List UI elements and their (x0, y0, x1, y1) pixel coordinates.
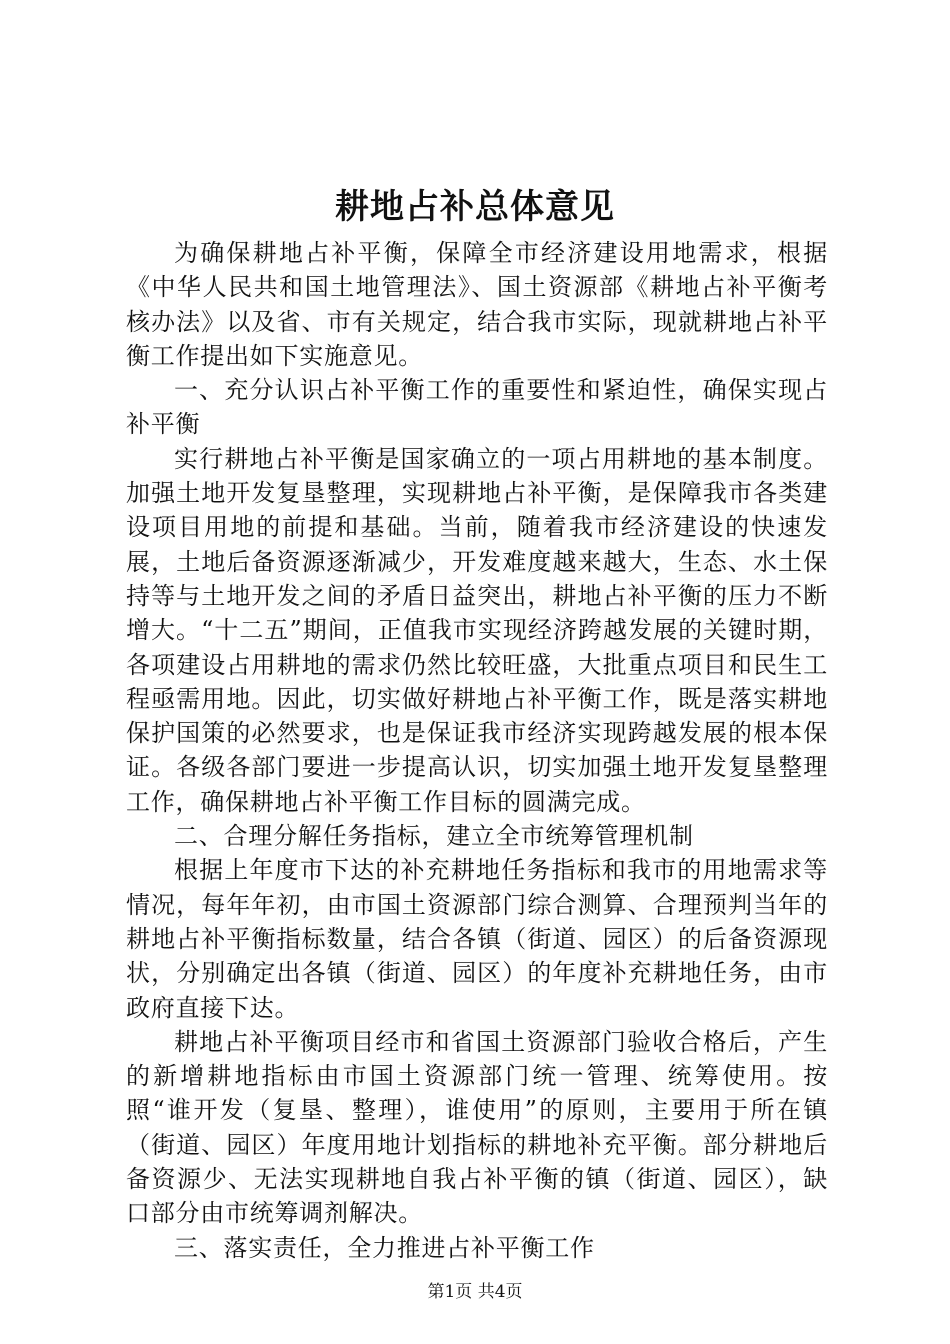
section-heading-2: 二、合理分解任务指标，建立全市统筹管理机制 (174, 822, 694, 851)
document-body (126, 236, 828, 1265)
paragraph-section-1: 实行耕地占补平衡是国家确立的一项占用耕地的基本制度。加强土地开发复垦整理，实现耕地占补平衡，是保障我市各类建设项目用地的前提和基础。当前，随着我市经济建设的快速发展，土地后备资源逐渐减少，开发难度越来越大，生态、水土保持等与土地开发之间的矛盾日益突出，耕地占补平衡的压力不断增大。“十二五”期间，正值我市实现经济跨越发展的关键时期，各项建设占用耕地的需求仍然比较旺盛，大批重点项目和民生工程亟需用地。因此，切实做好耕地占补平衡工作，既是落实耕地保护国策的必然要求，也是保证我市经济实现跨越发展的根本保证。各级各部门要进一步提高认识，切实加强土地开发复垦整理工作，确保耕地占补平衡工作目标的圆满完成。 (126, 444, 828, 816)
section-heading-3: 三、落实责任，全力推进占补平衡工作 (174, 1233, 595, 1262)
document-title: 耕地占补总体意见 (335, 187, 615, 227)
paragraph-intro: 为确保耕地占补平衡，保障全市经济建设用地需求，根据《中华人民共和国土地管理法》、国土资源部《耕地占补平衡考核办法》以及省、市有关规定，结合我市实际，现就耕地占补平衡工作提出如下实施意见。 (126, 239, 828, 370)
page-footer: 第1页 共4页 (427, 1282, 523, 1302)
section-heading-1: 一、充分认识占补平衡工作的重要性和紧迫性，确保实现占补平衡 (126, 376, 828, 439)
paragraph-section-2a: 根据上年度市下达的补充耕地任务指标和我市的用地需求等情况，每年年初，由市国土资源部门综合测算、合理预判当年的耕地占补平衡指标数量，结合各镇（街道、园区）的后备资源现状，分别确定出各镇（街道、园区）的年度补充耕地任务，由市政府直接下达。 (126, 856, 828, 1022)
paragraph-section-2b: 耕地占补平衡项目经市和省国土资源部门验收合格后，产生的新增耕地指标由市国土资源部门统一管理、统筹使用。按照“谁开发（复垦、整理），谁使用”的原则，主要用于所在镇（街道、园区）年度用地计划指标的耕地补充平衡。部分耕地后备资源少、无法实现耕地自我占补平衡的镇（街道、园区），缺口部分由市统筹调剂解决。 (126, 1027, 828, 1228)
